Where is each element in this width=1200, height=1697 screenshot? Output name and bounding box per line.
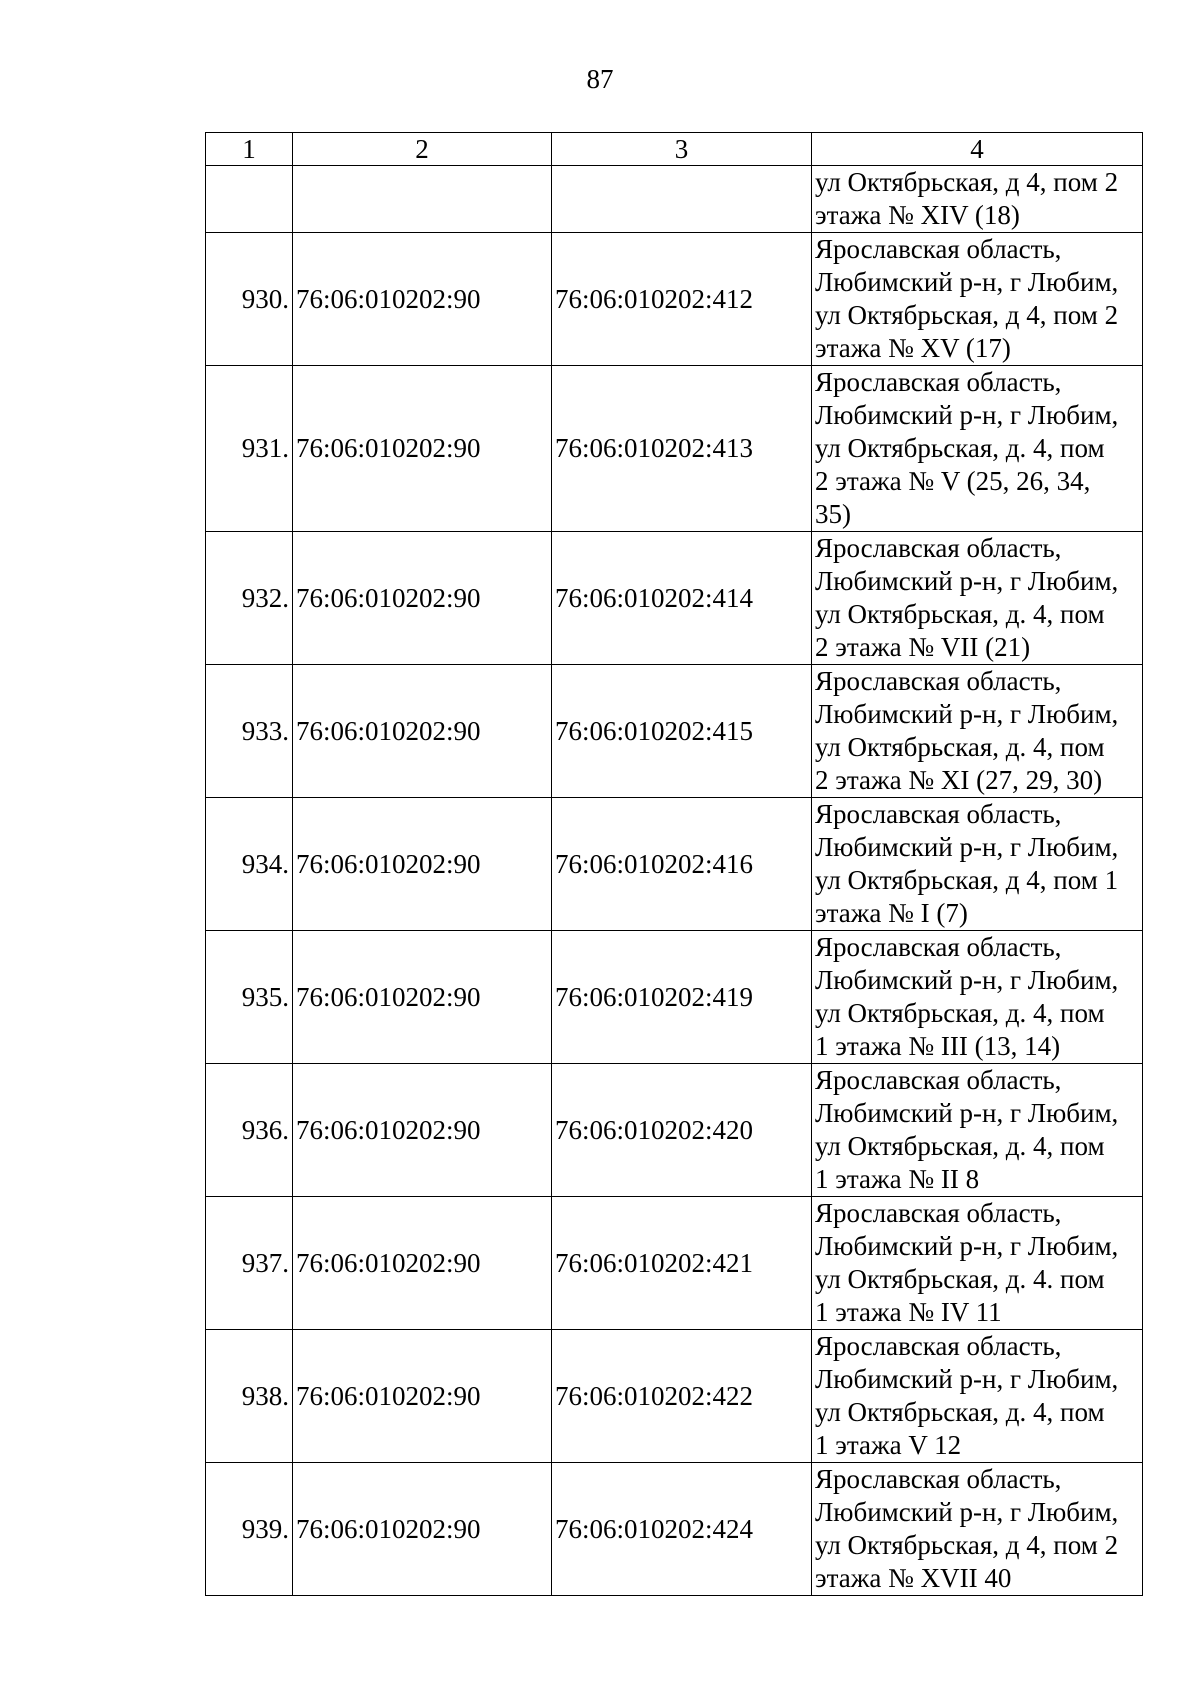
parcel-number-cell: 76:06:010202:90 (293, 1463, 552, 1596)
header-cell-1: 1 (206, 133, 293, 166)
cadastral-number-cell: 76:06:010202:422 (552, 1330, 812, 1463)
address-cell: ул Октябрьская, д 4, пом 2 этажа № XIV (18) (812, 166, 1143, 233)
address-cell: Ярославская область, Любимский р-н, г Любим, ул Октябрьская, д 4, пом 1 этажа № I (7) (812, 798, 1143, 931)
address-cell: Ярославская область, Любимский р-н, г Любим, ул Октябрьская, д. 4, пом 1 этажа V 12 (812, 1330, 1143, 1463)
row-number-cell: 932. (206, 532, 293, 665)
table-row (206, 233, 1143, 366)
cadastral-number-cell (552, 166, 812, 233)
address-cell: Ярославская область, Любимский р-н, г Любим, ул Октябрьская, д. 4, пом 2 этажа № V (25, 26, 34, 35) (812, 366, 1143, 532)
parcel-number-cell: 76:06:010202:90 (293, 798, 552, 931)
cadastral-table (205, 132, 1143, 1596)
address-cell: Ярославская область, Любимский р-н, г Любим, ул Октябрьская, д 4, пом 2 этажа № XV (17) (812, 233, 1143, 366)
cadastral-number-cell: 76:06:010202:424 (552, 1463, 812, 1596)
parcel-number-cell: 76:06:010202:90 (293, 1064, 552, 1197)
cadastral-number-cell: 76:06:010202:419 (552, 931, 812, 1064)
row-number-cell: 937. (206, 1197, 293, 1330)
table-row (206, 665, 1143, 798)
table-row (206, 1197, 1143, 1330)
address-cell: Ярославская область, Любимский р-н, г Любим, ул Октябрьская, д 4, пом 2 этажа № XVII 40 (812, 1463, 1143, 1596)
address-cell: Ярославская область, Любимский р-н, г Любим, ул Октябрьская, д. 4, пом 2 этажа № VII (21) (812, 532, 1143, 665)
address-cell: Ярославская область, Любимский р-н, г Любим, ул Октябрьская, д. 4, пом 1 этажа № III (13, 14) (812, 931, 1143, 1064)
parcel-number-cell: 76:06:010202:90 (293, 532, 552, 665)
row-number-cell: 939. (206, 1463, 293, 1596)
cadastral-number-cell: 76:06:010202:421 (552, 1197, 812, 1330)
parcel-number-cell: 76:06:010202:90 (293, 665, 552, 798)
table-row (206, 1463, 1143, 1596)
row-number-cell: 936. (206, 1064, 293, 1197)
table-row (206, 931, 1143, 1064)
cadastral-number-cell: 76:06:010202:412 (552, 233, 812, 366)
table-row (206, 366, 1143, 532)
table-row (206, 532, 1143, 665)
row-number-cell: 938. (206, 1330, 293, 1463)
page-number: 87 (586, 64, 614, 94)
parcel-number-cell: 76:06:010202:90 (293, 366, 552, 532)
row-number-cell: 933. (206, 665, 293, 798)
header-cell-3: 3 (552, 133, 812, 166)
cadastral-number-cell: 76:06:010202:414 (552, 532, 812, 665)
address-cell: Ярославская область, Любимский р-н, г Любим, ул Октябрьская, д. 4, пом 1 этажа № II 8 (812, 1064, 1143, 1197)
row-number-cell: 934. (206, 798, 293, 931)
parcel-number-cell (293, 166, 552, 233)
parcel-number-cell: 76:06:010202:90 (293, 1330, 552, 1463)
cadastral-number-cell: 76:06:010202:413 (552, 366, 812, 532)
cadastral-number-cell: 76:06:010202:420 (552, 1064, 812, 1197)
row-number-cell: 930. (206, 233, 293, 366)
row-number-cell: 931. (206, 366, 293, 532)
row-number-cell (206, 166, 293, 233)
table-body (206, 133, 1143, 1596)
header-cell-4: 4 (812, 133, 1143, 166)
table-row (206, 1330, 1143, 1463)
address-cell: Ярославская область, Любимский р-н, г Любим, ул Октябрьская, д. 4. пом 1 этажа № IV 11 (812, 1197, 1143, 1330)
cadastral-number-cell: 76:06:010202:416 (552, 798, 812, 931)
row-number-cell: 935. (206, 931, 293, 1064)
address-cell: Ярославская область, Любимский р-н, г Любим, ул Октябрьская, д. 4, пом 2 этажа № XI (27, 29, 30) (812, 665, 1143, 798)
table-row (206, 166, 1143, 233)
parcel-number-cell: 76:06:010202:90 (293, 931, 552, 1064)
cadastral-number-cell: 76:06:010202:415 (552, 665, 812, 798)
parcel-number-cell: 76:06:010202:90 (293, 1197, 552, 1330)
header-cell-2: 2 (293, 133, 552, 166)
table-header-row (206, 133, 1143, 166)
table-row (206, 798, 1143, 931)
parcel-number-cell: 76:06:010202:90 (293, 233, 552, 366)
table-row (206, 1064, 1143, 1197)
